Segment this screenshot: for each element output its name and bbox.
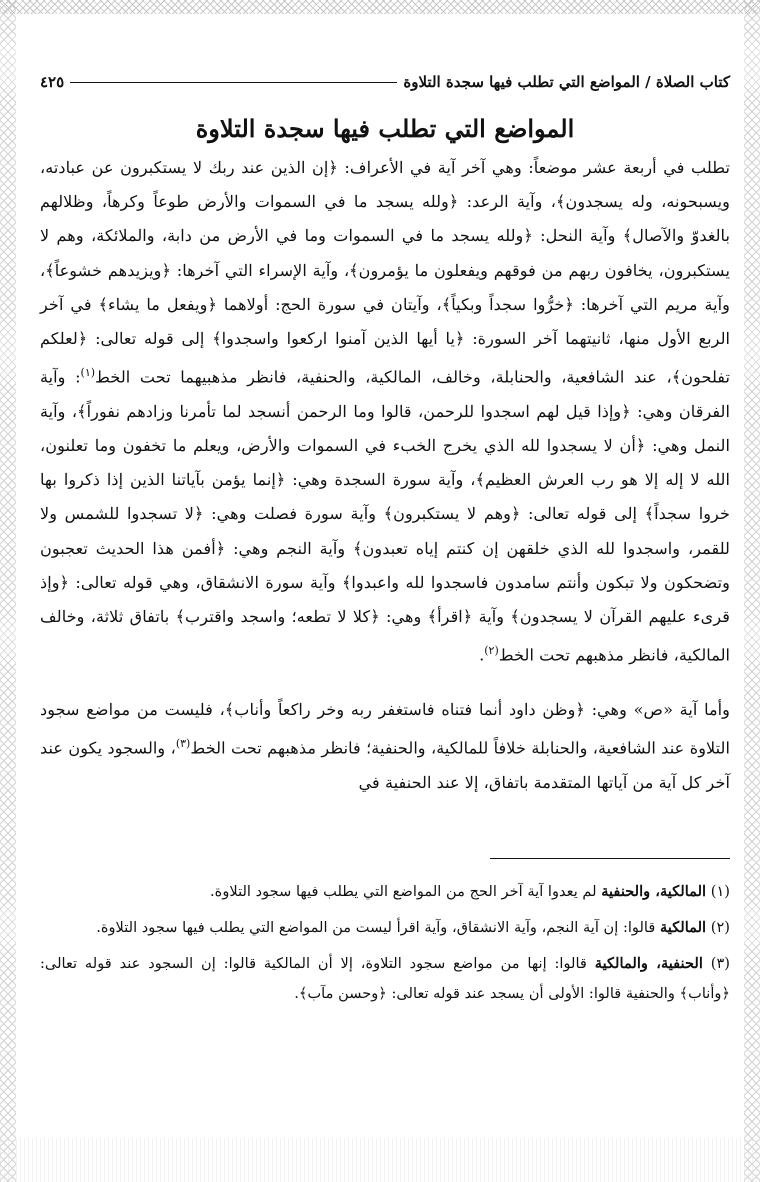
paragraph-2-part-1: وأما آية «ص» وهي: ﴿وظن داود أنما فتناه فاستغفر ربه وخر راكعاً وأناب﴾، فليست من مواضع سجود التلاوة عند الشافعية، والحنابلة خلافاً للمالكية، والحنفية؛ فانظر مذهبهم تحت الخط bbox=[40, 699, 730, 758]
footnote-separator bbox=[490, 858, 730, 859]
footnote-2 bbox=[40, 913, 730, 943]
paragraph-1-part-2: : وآية الفرقان وهي: ﴿وإذا قيل لهم اسجدوا للرحمن، قالوا وما الرحمن أنسجد لما تأمرنا وزادهم نفوراً﴾، وآية النمل وهي: ﴿أن لا يسجدوا لله الذي يخرج الخبء في السموات والأرض، ويعلم ما تخفون وما تعلنون، الله لا إله إلا هو رب العرش العظيم﴾، وآية سورة السجدة وهي: ﴿إنما يؤمن بآياتنا الذين إذا ذكروا بها خروا سجداً﴾ إلى قوله تعالى: ﴿وهم لا يستكبرون﴾ وآية سورة فصلت وهي: ﴿لا تسجدوا للشمس ولا للقمر، واسجدوا لله الذي خلقهن إن كنتم إياه تعبدون﴾ وآية النجم وهي: ﴿أفمن هذا الحديث تعجبون وتضحكون ولا تبكون وأنتم سامدون فاسجدوا لله واعبدوا﴾ وآية سورة الانشقاق، وهي قوله تعالى: ﴿وإذ قرىء عليهم القرآن لا يسجدون﴾ وآية ﴿اقرأ﴾ وهي: ﴿كلا لا تطعه؛ واسجد واقترب﴾ باتفاق ثلاثة، وخالف المالكية، فانظر مذهبهم تحت الخط bbox=[40, 367, 730, 665]
footnote-text: قالوا: إن آية النجم، وآية الانشقاق، وآية اقرأ ليست من المواضع التي يطلب فيها سجود التلاوة. bbox=[96, 918, 656, 936]
footnote-number: (١) bbox=[710, 882, 730, 900]
decorative-border-bottom bbox=[0, 1138, 760, 1182]
footnote-number: (٣) bbox=[710, 954, 730, 972]
decorative-border-left bbox=[0, 0, 16, 1182]
decorative-border-right bbox=[744, 0, 760, 1182]
paragraph-1-end: . bbox=[479, 645, 485, 665]
footnote-number: (٢) bbox=[710, 918, 730, 936]
running-header bbox=[40, 68, 730, 96]
footnote-text: لم يعدوا آية آخر الحج من المواضع التي يطلب فيها سجود التلاوة. bbox=[210, 882, 597, 900]
decorative-border-top bbox=[0, 0, 760, 14]
footnote-school: المالكية bbox=[659, 918, 707, 936]
paragraph-2 bbox=[40, 693, 730, 800]
header-rule bbox=[70, 82, 397, 83]
paragraph-1 bbox=[40, 151, 730, 673]
footnote-ref-1: (١) bbox=[80, 366, 96, 380]
footnote-ref-3: (٣) bbox=[175, 737, 191, 751]
footnote-school: المالكية، والحنفية bbox=[601, 882, 707, 900]
footnote-ref-2: (٢) bbox=[484, 644, 499, 658]
page-number: ٤٢٥ bbox=[40, 73, 65, 91]
book-page bbox=[40, 68, 730, 1015]
paragraph-2-part-2: ، والسجود يكون عند آخر كل آية من آياتها المتقدمة باتفاق، إلا عند الحنفية في bbox=[40, 738, 730, 792]
footnote-school: الحنفية، والمالكية bbox=[594, 954, 703, 972]
footnotes bbox=[40, 877, 730, 1009]
running-title: كتاب الصلاة / المواضع التي تطلب فيها سجدة التلاوة bbox=[403, 73, 730, 91]
footnote-1 bbox=[40, 877, 730, 907]
footnote-3 bbox=[40, 949, 730, 1009]
footnote-text: قالوا: إنها من مواضع سجود التلاوة، إلا أن المالكية قالوا: إن السجود عند قوله تعالى: ﴿وأناب﴾ والحنفية قالوا: الأولى أن يسجد عند قوله تعالى: ﴿وحسن مآب﴾. bbox=[40, 954, 730, 1002]
paragraph-1-part-1: تطلب في أربعة عشر موضعاً: وهي آخر آية في الأعراف: ﴿إن الذين عند ربك لا يستكبرون عن عبادته، ويسبحونه، وله يسجدون﴾، وآية الرعد: ﴿ولله يسجد ما في السموات والأرض طوعاً وكرهاً، وظلالهم بالغدوّ والآصال﴾ وآية النحل: ﴿ولله يسجد ما في السموات وما في الأرض من دابة، والملائكة، وهم لا يستكبرون، يخافون ربهم من فوقهم ويفعلون ما يؤمرون﴾، وآية الإسراء التي آخرها: ﴿ويزيدهم خشوعاً﴾، وآية مريم التي آخرها: ﴿خرُّوا سجداً وبكياً﴾، وآيتان في سورة الحج: أولاهما ﴿ويفعل ما يشاء﴾ في آخر الربع الأول منها، ثانيتهما آخر السورة: ﴿يا أيها الذين آمنوا اركعوا واسجدوا﴾ إلى قوله تعالى: ﴿لعلكم تفلحون﴾، عند الشافعية، والحنابلة، وخالف، المالكية، والحنفية، فانظر مذهبيهما تحت الخط bbox=[40, 158, 730, 387]
section-title: المواضع التي تطلب فيها سجدة التلاوة bbox=[195, 114, 575, 143]
